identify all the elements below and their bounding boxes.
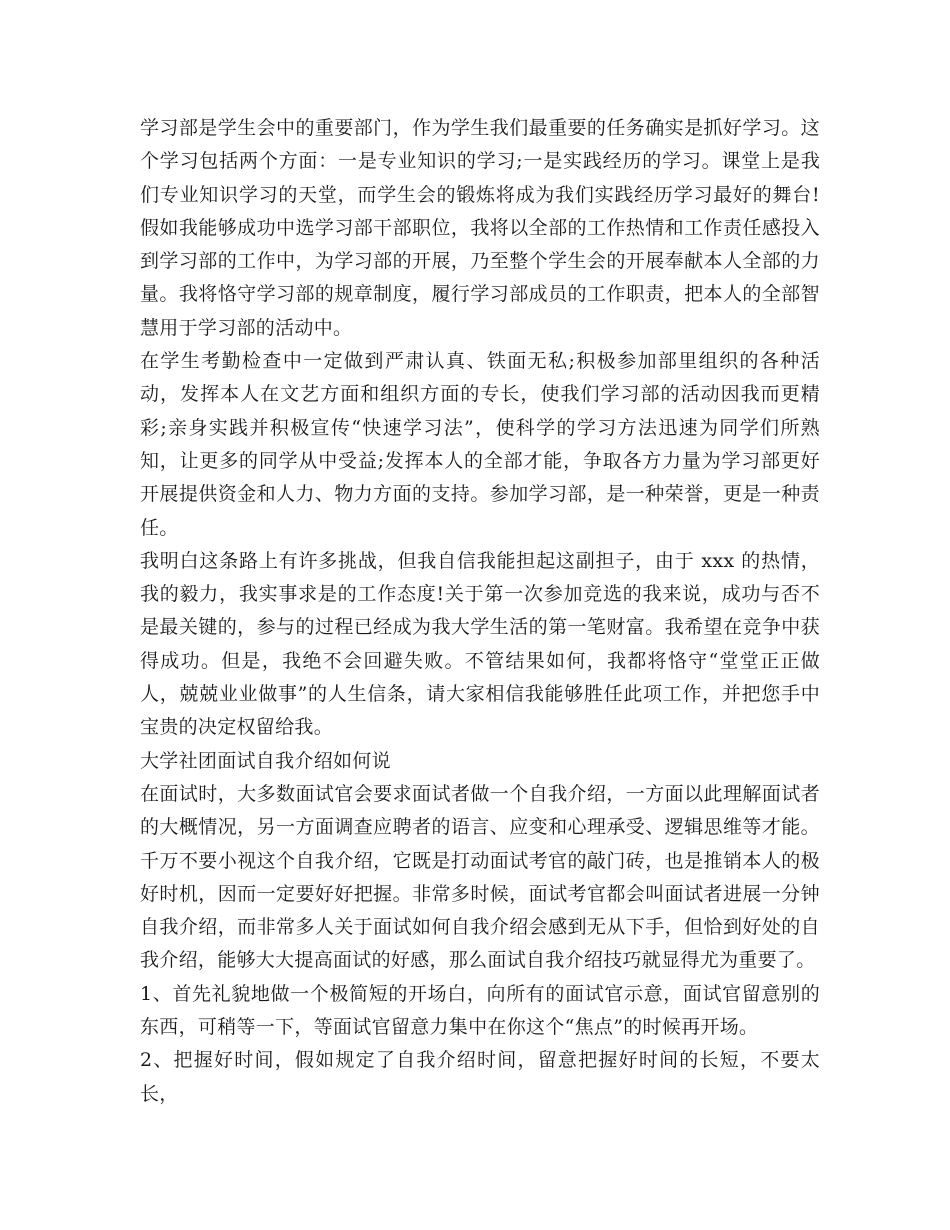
paragraph-challenges: 我明白这条路上有许多挑战，但我自信我能担起这副担子，由于 xxx 的热情，我的毅力，我实事求是的工作态度!关于第一次参加竞选的我来说，成功与否不是最关键的，参与的过程已经成为我大学生活的第一笔财富。我希望在竞争中获得成功。但是，我绝不会回避失败。不管结果如何，我都将恪守“堂堂正正做人，兢兢业业做事”的人生信条，请大家相信我能够胜任此项工作，并把您手中宝贵的决定权留给我。 — [140, 549, 820, 739]
paragraph-tip-2: 2、把握好时间，假如规定了自我介绍时间，留意把握好时间的长短，不要太长， — [140, 1049, 820, 1105]
document-page — [140, 112, 820, 1111]
section-title: 大学社团面试自我介绍如何说 — [140, 749, 391, 772]
paragraph-attendance: 在学生考勤检查中一定做到严肃认真、铁面无私;积极参加部里组织的各种活动，发挥本人在文艺方面和组织方面的专长，使我们学习部的活动因我而更精彩;亲身实践并积极宣传“快速学习法”，使科学的学习方法迅速为同学们所熟知，让更多的同学从中受益;发挥本人的全部才能，争取各方力量为学习部更好开展提供资金和人力、物力方面的支持。参加学习部，是一种荣誉，更是一种责任。 — [140, 350, 820, 539]
paragraph-study-department: 学习部是学生会中的重要部门，作为学生我们最重要的任务确实是抓好学习。这个学习包括两个方面：一是专业知识的学习;一是实践经历的学习。课堂上是我们专业知识学习的天堂，而学生会的锻炼将成为我们实践经历学习最好的舞台!假如我能够成功中选学习部干部职位，我将以全部的工作热情和工作责任感投入到学习部的工作中，为学习部的开展，乃至整个学生会的开展奉献本人全部的力量。我将恪守学习部的规章制度，履行学习部成员的工作职责，把本人的全部智慧用于学习部的活动中。 — [140, 117, 820, 339]
paragraph-tip-1: 1、首先礼貌地做一个极简短的开场白，向所有的面试官示意，面试官留意别的东西，可稍等一下，等面试官留意力集中在你这个“焦点”的时候再开场。 — [140, 982, 820, 1039]
paragraph-interview-intro: 在面试时，大多数面试官会要求面试者做一个自我介绍，一方面以此理解面试者的大概情况，另一方面调查应聘者的语言、应变和心理承受、逻辑思维等才能。千万不要小视这个自我介绍，它既是打动面试考官的敲门砖，也是推销本人的极好时机，因而一定要好好把握。非常多时候，面试考官都会叫面试者进展一分钟自我介绍，而非常多人关于面试如何自我介绍会感到无从下手，但恰到好处的自我介绍，能够大大提高面试的好感，那么面试自我介绍技巧就显得尤为重要了。 — [140, 782, 820, 972]
